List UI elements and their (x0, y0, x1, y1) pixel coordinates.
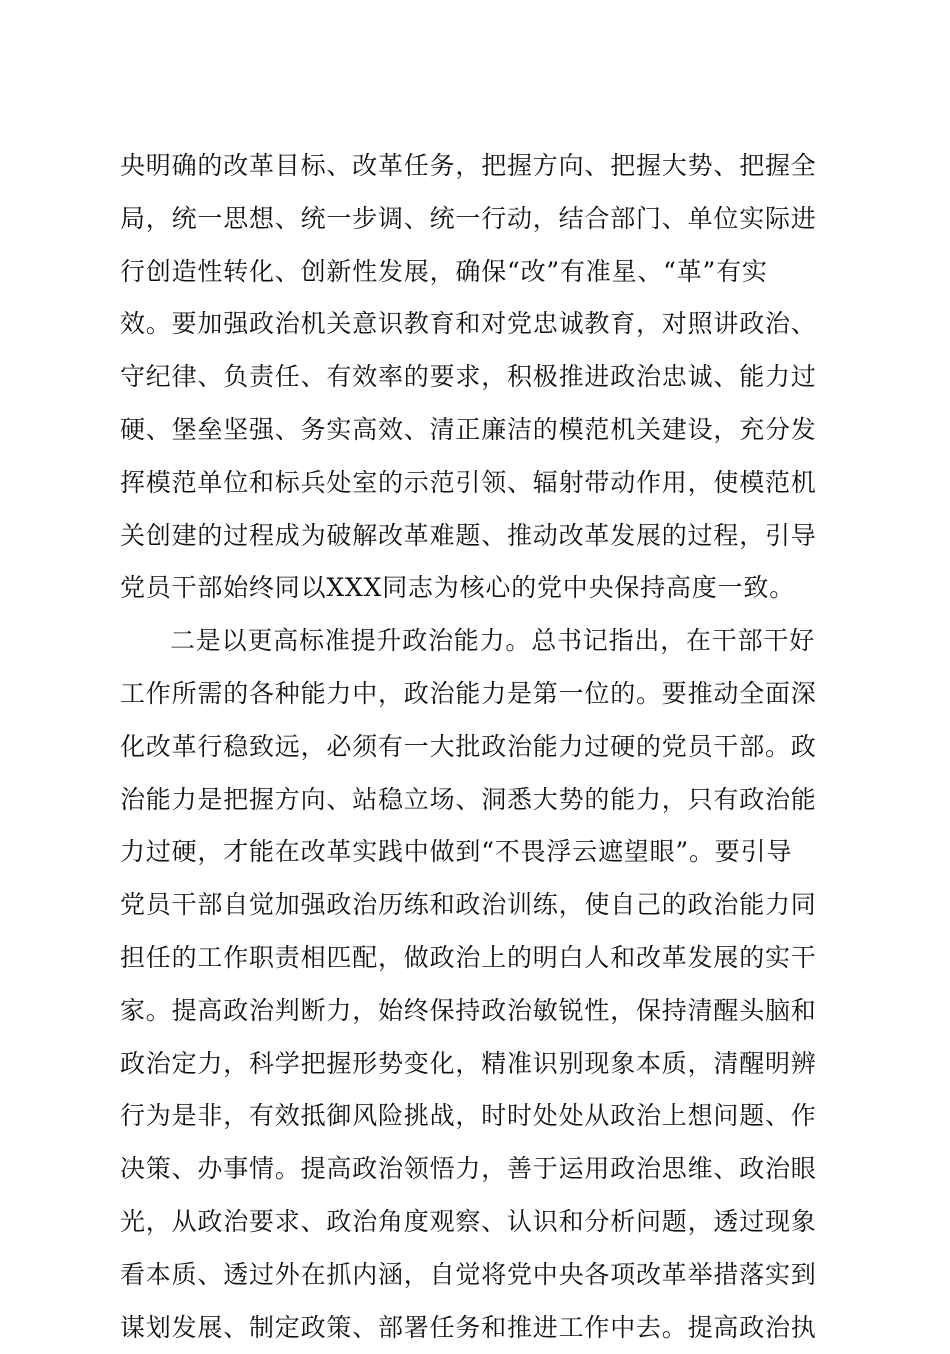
text-line: 政治定力，科学把握形势变化，精准识别现象本质，清醒明辨 (120, 1048, 817, 1078)
text-line: 挥模范单位和标兵处室的示范引领、辐射带动作用，使模范机 (120, 467, 817, 497)
text-line: 家。提高政治判断力，始终保持政治敏锐性，保持清醒头脑和 (120, 995, 817, 1025)
text-line: 效。要加强政治机关意识教育和对党忠诚教育，对照讲政治、 (120, 309, 817, 339)
text-line: 党员干部始终同以XXX同志为核心的党中央保持高度一致。 (120, 573, 795, 603)
text-line: 看本质、透过外在抓内涵，自觉将党中央各项改革举措落实到 (120, 1259, 817, 1289)
text-line: 行为是非，有效抵御风险挑战，时时处处从政治上想问题、作 (120, 1101, 817, 1131)
text-line: 守纪律、负责任、有效率的要求，积极推进政治忠诚、能力过 (120, 362, 817, 392)
text-line: 党员干部自觉加强政治历练和政治训练，使自己的政治能力同 (120, 890, 817, 920)
text-line: 央明确的改革目标、改革任务，把握方向、把握大势、把握全 (120, 151, 817, 180)
text-line: 力过硬，才能在改革实践中做到“不畏浮云遮望眼”。要引导 (120, 837, 793, 867)
paragraph-start-line: 二是以更高标准提升政治能力。总书记指出，在干部干好 (170, 626, 816, 656)
text-line: 工作所需的各种能力中，政治能力是第一位的。要推动全面深 (120, 678, 817, 708)
text-line: 化改革行稳致远，必须有一大批政治能力过硬的党员干部。政 (120, 731, 817, 761)
text-line: 光，从政治要求、政治角度观察、认识和分析问题，透过现象 (120, 1206, 817, 1236)
text-line: 行创造性转化、创新性发展，确保“改”有准星、“革”有实 (120, 256, 768, 286)
text-line: 谋划发展、制定政策、部署任务和推进工作中去。提高政治执 (120, 1312, 817, 1342)
text-line: 局，统一思想、统一步调、统一行动，结合部门、单位实际进 (120, 203, 817, 233)
text-line: 担任的工作职责相匹配，做政治上的明白人和改革发展的实干 (120, 942, 817, 972)
text-line: 关创建的过程成为破解改革难题、推动改革发展的过程，引导 (120, 520, 817, 550)
text-line: 决策、办事情。提高政治领悟力，善于运用政治思维、政治眼 (120, 1154, 817, 1184)
body-text (120, 140, 830, 1354)
text-line: 治能力是把握方向、站稳立场、洞悉大势的能力，只有政治能 (120, 784, 817, 814)
text-line: 硬、堡垒坚强、务实高效、清正廉洁的模范机关建设，充分发 (120, 414, 817, 444)
